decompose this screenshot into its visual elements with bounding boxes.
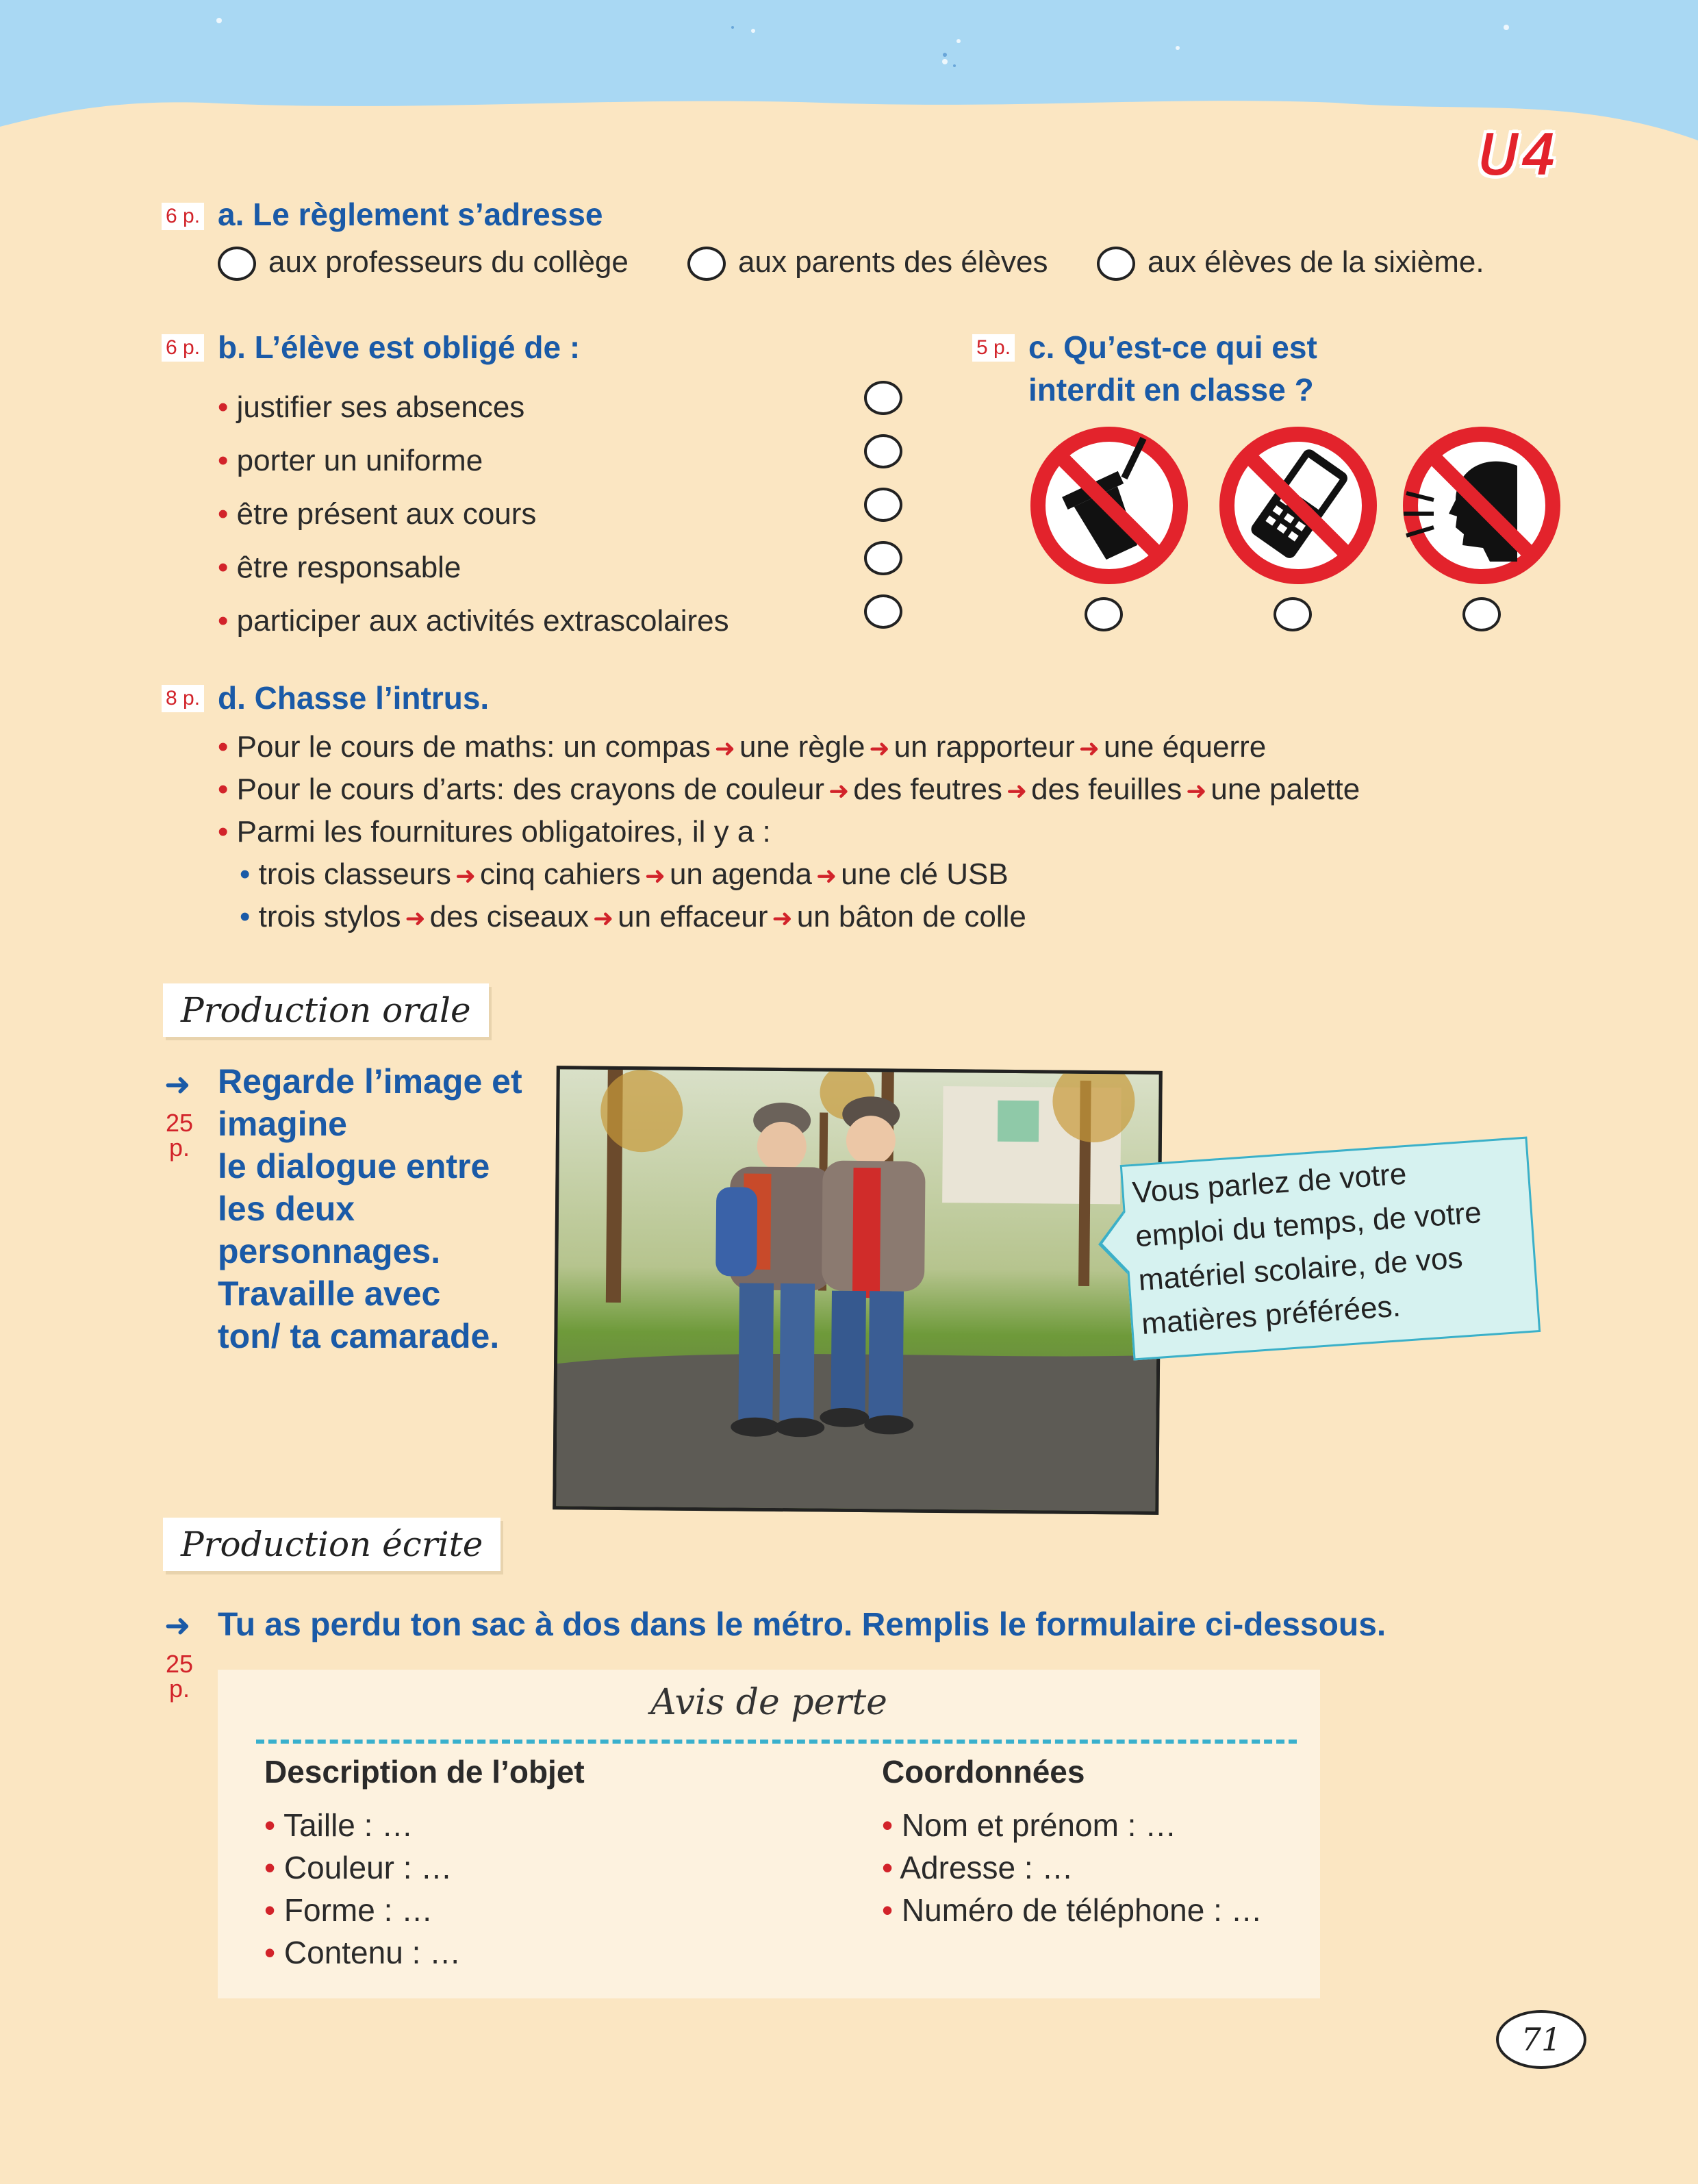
option-b1-checkbox[interactable] — [864, 381, 902, 415]
points-badge: 6 p. — [162, 203, 204, 230]
unit-label: U4 — [1479, 123, 1560, 187]
intrus-line-maths: • Pour le cours de maths: un compas ➜ une règle ➜ un rapporteur ➜ une équerre — [218, 730, 1267, 764]
form-right-heading: Coordonnées — [882, 1754, 1085, 1790]
form-field-contenu[interactable]: • Contenu : … — [264, 1935, 461, 1970]
option-a1-checkbox[interactable] — [218, 247, 256, 281]
arrow-right-icon: ➜ — [164, 1607, 191, 1643]
option-c2-checkbox[interactable] — [1274, 597, 1312, 631]
speech-bubble-text: Vous parlez de votre emploi du temps, de votre matériel scolaire, de vos matières préférées. — [1131, 1157, 1483, 1341]
option-b3-checkbox[interactable] — [864, 488, 902, 522]
intrus-line-arts: • Pour le cours d’arts: des crayons de couleur ➜ des feutres ➜ des feuilles ➜ une palette — [218, 773, 1360, 806]
intrus-subline-1: • trois classeurs ➜ cinq cahiers ➜ un agenda ➜ une clé USB — [240, 857, 1009, 891]
intrus-line-fournitures: • Parmi les fournitures obligatoires, il y a : — [218, 815, 771, 849]
points-badge: 5 p. — [972, 334, 1015, 362]
question-c-title: c. Qu’est-ce qui est — [1028, 329, 1317, 365]
list-item: • porter un uniforme — [218, 444, 483, 477]
no-phone-icon — [1217, 425, 1379, 586]
form-title: Avis de perte — [650, 1682, 887, 1723]
lost-item-form — [218, 1670, 1320, 1998]
section-label-production-ecrite: Production écrite — [163, 1518, 500, 1571]
points-badge: 8 p. — [162, 685, 204, 712]
option-a2-checkbox[interactable] — [687, 247, 726, 281]
points-badge: 25 p. — [166, 1650, 194, 1703]
question-d-title: d. Chasse l’intrus. — [218, 680, 490, 716]
question-c-title-2: interdit en classe ? — [1028, 372, 1314, 407]
photo-two-boys-walking — [553, 1066, 1163, 1515]
option-b5-checkbox[interactable] — [864, 594, 902, 629]
option-b4-checkbox[interactable] — [864, 541, 902, 575]
ecrite-instruction: Tu as perdu ton sac à dos dans le métro. Remplis le formulaire ci-dessous. — [218, 1607, 1386, 1643]
option-a2-label: aux parents des élèves — [738, 245, 1048, 279]
form-field-adresse[interactable]: • Adresse : … — [882, 1850, 1074, 1885]
points-badge: 25 p. — [166, 1109, 194, 1162]
question-a-title: a. Le règlement s’adresse — [218, 197, 603, 232]
sky-banner — [0, 0, 1698, 144]
form-field-taille[interactable]: • Taille : … — [264, 1807, 414, 1843]
form-left-heading: Description de l’objet — [264, 1754, 585, 1790]
form-field-telephone[interactable]: • Numéro de téléphone : … — [882, 1892, 1263, 1928]
option-a3-label: aux élèves de la sixième. — [1148, 245, 1484, 279]
no-drink-icon — [1028, 425, 1190, 586]
points-badge: 6 p. — [162, 334, 204, 362]
option-c1-checkbox[interactable] — [1085, 597, 1123, 631]
section-label-production-orale: Production orale — [163, 983, 489, 1037]
question-b-title: b. L’élève est obligé de : — [218, 329, 581, 365]
form-field-couleur[interactable]: • Couleur : … — [264, 1850, 453, 1885]
no-talking-icon — [1401, 425, 1562, 586]
list-item: • être présent aux cours — [218, 497, 537, 531]
option-c3-checkbox[interactable] — [1462, 597, 1501, 631]
list-item: • justifier ses absences — [218, 390, 525, 424]
intrus-subline-2: • trois stylos ➜ des ciseaux ➜ un effaceur ➜ un bâton de colle — [240, 900, 1026, 933]
dashed-divider — [256, 1740, 1297, 1744]
option-b2-checkbox[interactable] — [864, 434, 902, 468]
form-field-nom[interactable]: • Nom et prénom : … — [882, 1807, 1177, 1843]
page-number: 71 — [1496, 2010, 1586, 2069]
orale-instruction: Regarde l’image et imagine le dialogue entre les deux personnages. Travaille avec ton/ ta camarade. — [218, 1062, 522, 1355]
list-item: • participer aux activités extrascolaires — [218, 604, 729, 638]
list-item: • être responsable — [218, 551, 461, 584]
option-a1-label: aux professeurs du collège — [268, 245, 629, 279]
arrow-right-icon: ➜ — [164, 1066, 191, 1102]
option-a3-checkbox[interactable] — [1097, 247, 1135, 281]
form-field-forme[interactable]: • Forme : … — [264, 1892, 433, 1928]
